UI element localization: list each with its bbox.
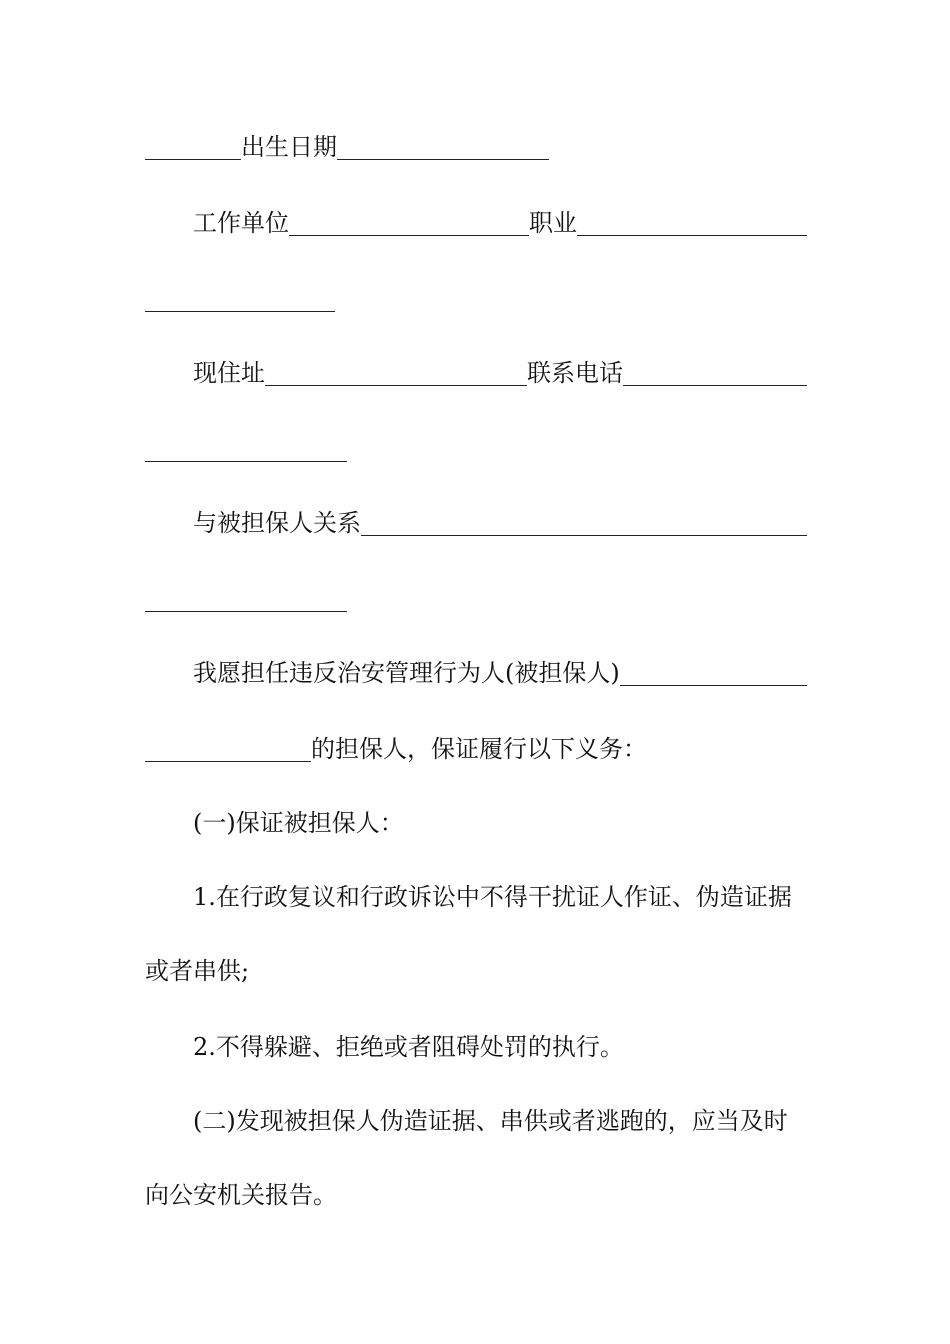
address-row <box>145 348 807 388</box>
address-blank <box>265 359 527 386</box>
occupation-blank <box>577 209 807 236</box>
occupation-blank-continued <box>145 285 335 312</box>
relation-continuation-row <box>145 574 807 614</box>
birth-date-row <box>145 122 807 162</box>
work-unit-label: 工作单位 <box>193 209 289 237</box>
section-one-text: (一)保证被担保人： <box>193 809 404 837</box>
section-two-continued <box>145 1170 807 1210</box>
work-unit-row <box>145 198 807 238</box>
phone-label: 联系电话 <box>527 359 623 387</box>
guaranteed-person-blank-continued <box>145 735 311 762</box>
address-label: 现住址 <box>193 359 265 387</box>
phone-blank <box>623 359 807 386</box>
obligation-item-1-line1: 1.在行政复议和行政诉讼中不得干扰证人作证、伪造证据 <box>193 883 792 911</box>
pledge-text-start: 我愿担任违反治安管理行为人(被担保人) <box>193 659 620 687</box>
relation-label: 与被担保人关系 <box>193 509 361 537</box>
obligation-item-1-line2: 或者串供; <box>145 957 250 985</box>
obligation-item-2 <box>145 1022 807 1062</box>
occupation-label: 职业 <box>529 209 577 237</box>
obligation-item-2-text: 2.不得躲避、拒绝或者阻碍处罚的执行。 <box>193 1033 624 1061</box>
relation-blank-continued <box>145 585 347 612</box>
relation-row <box>145 498 807 538</box>
phone-continuation-row <box>145 424 807 464</box>
guaranteed-person-blank <box>620 659 807 686</box>
birth-date-blank <box>337 133 549 160</box>
section-two-line2: 向公安机关报告。 <box>145 1181 337 1209</box>
section-two <box>145 1096 807 1136</box>
birth-date-label: 出生日期 <box>241 133 337 161</box>
pledge-continuation-row <box>145 724 807 764</box>
pledge-row <box>145 648 807 688</box>
relation-blank <box>361 509 807 536</box>
obligation-item-1-continued <box>145 946 807 986</box>
phone-blank-continued <box>145 435 347 462</box>
occupation-continuation-row <box>145 274 807 314</box>
section-two-line1: (二)发现被担保人伪造证据、串供或者逃跑的，应当及时 <box>193 1107 788 1135</box>
section-one-heading <box>145 798 807 838</box>
work-unit-blank <box>289 209 529 236</box>
obligation-item-1 <box>145 872 807 912</box>
blank-field <box>145 133 241 160</box>
pledge-text-end: 的担保人，保证履行以下义务： <box>311 735 647 763</box>
